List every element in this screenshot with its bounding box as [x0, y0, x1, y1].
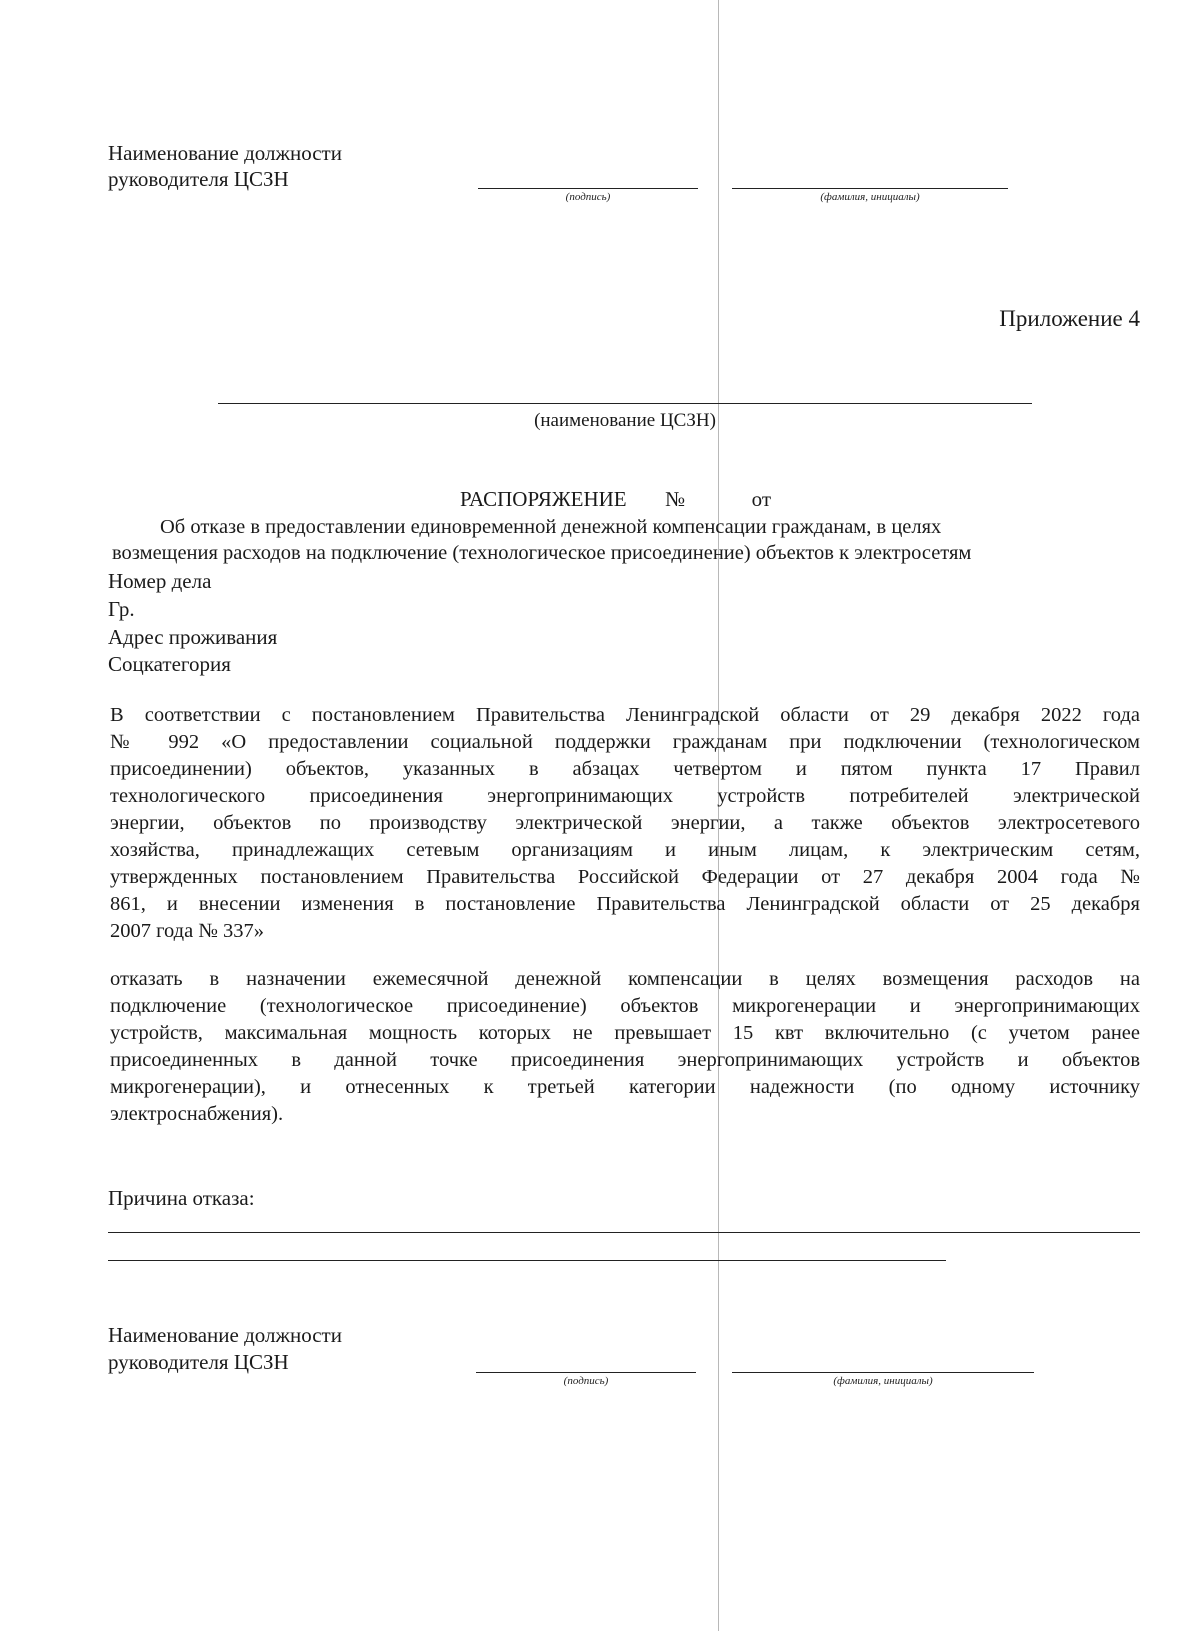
bottom-position-line2: руководителя ЦСЗН	[108, 1350, 289, 1374]
basis-line: энергии, объектов по производству электрической энергии, а также объектов электросетевого	[110, 812, 1140, 834]
decision-line: отказать в назначении ежемесячной денежной компенсации в целях возмещения расходов на	[110, 968, 1140, 990]
order-heading	[460, 486, 771, 512]
basis-line: присоединении) объектов, указанных в абзацах четвертом и пятом пункта 17 Правил	[110, 758, 1140, 780]
basis-line: хозяйства, принадлежащих сетевым организациям и иным лицам, к электрическим сетям,	[110, 839, 1140, 861]
subject-line1: Об отказе в предоставлении единовременной денежной компенсации гражданам, в целях	[160, 516, 942, 538]
bottom-signature-caption: (подпись)	[563, 1375, 609, 1387]
order-date-word: от	[751, 487, 772, 511]
bottom-name-line	[732, 1372, 1034, 1373]
subject-line2: возмещения расходов на подключение (технологическое присоединение) объектов к электросетям	[112, 542, 972, 564]
field-case-number: Номер дела	[108, 569, 212, 593]
basis-line: 2007 года № 337»	[110, 920, 265, 942]
decision-paragraph	[110, 966, 1140, 1128]
refusal-line-1	[108, 1232, 1140, 1233]
field-citizen: Гр.	[108, 597, 135, 621]
decision-line: микрогенерации), и отнесенных к третьей категории надежности (по одному источнику	[110, 1076, 1140, 1098]
field-category: Соцкатегория	[108, 652, 231, 676]
order-heading-word: РАСПОРЯЖЕНИЕ	[460, 487, 627, 511]
refusal-label: Причина отказа:	[108, 1186, 255, 1210]
org-caption: (наименование ЦСЗН)	[534, 410, 716, 431]
basis-paragraph	[110, 702, 1140, 945]
top-name-line	[732, 188, 1008, 189]
basis-line: утвержденных постановлением Правительства Российской Федерации от 27 декабря 2004 года №	[110, 866, 1140, 888]
basis-line: 861, и внесении изменения в постановление Правительства Ленинградской области от 25 декабря	[110, 893, 1140, 915]
org-name-line	[218, 403, 1032, 404]
decision-line: подключение (технологическое присоединение) объектов микрогенерации и энергопринимающих	[110, 995, 1140, 1017]
top-signature-caption: (подпись)	[565, 191, 611, 203]
order-number-sign: №	[665, 487, 686, 511]
field-address: Адрес проживания	[108, 625, 278, 649]
basis-line: технологического присоединения энергопринимающих устройств потребителей электрической	[110, 785, 1140, 807]
appendix-label: Приложение 4	[999, 306, 1140, 331]
basis-line: В соответствии с постановлением Правительства Ленинградской области от 29 декабря 2022 года	[110, 704, 1140, 726]
decision-line: присоединенных в данной точке присоединения энергопринимающих устройств и объектов	[110, 1049, 1140, 1071]
bottom-position-line1: Наименование должности	[108, 1323, 342, 1347]
top-position-line2: руководителя ЦСЗН	[108, 167, 289, 191]
top-position-line1: Наименование должности	[108, 141, 342, 165]
bottom-name-caption: (фамилия, инициалы)	[833, 1375, 933, 1387]
decision-line: электроснабжения).	[110, 1103, 284, 1125]
decision-line: устройств, максимальная мощность которых не превышает 15 квт включительно (с учетом ранее	[110, 1022, 1140, 1044]
top-signature-line	[478, 188, 698, 189]
basis-line: № 992 «О предоставлении социальной поддержки гражданам при подключении (технологическом	[110, 731, 1140, 753]
bottom-signature-line	[476, 1372, 696, 1373]
refusal-line-2	[108, 1260, 946, 1261]
top-name-caption: (фамилия, инициалы)	[820, 191, 920, 203]
